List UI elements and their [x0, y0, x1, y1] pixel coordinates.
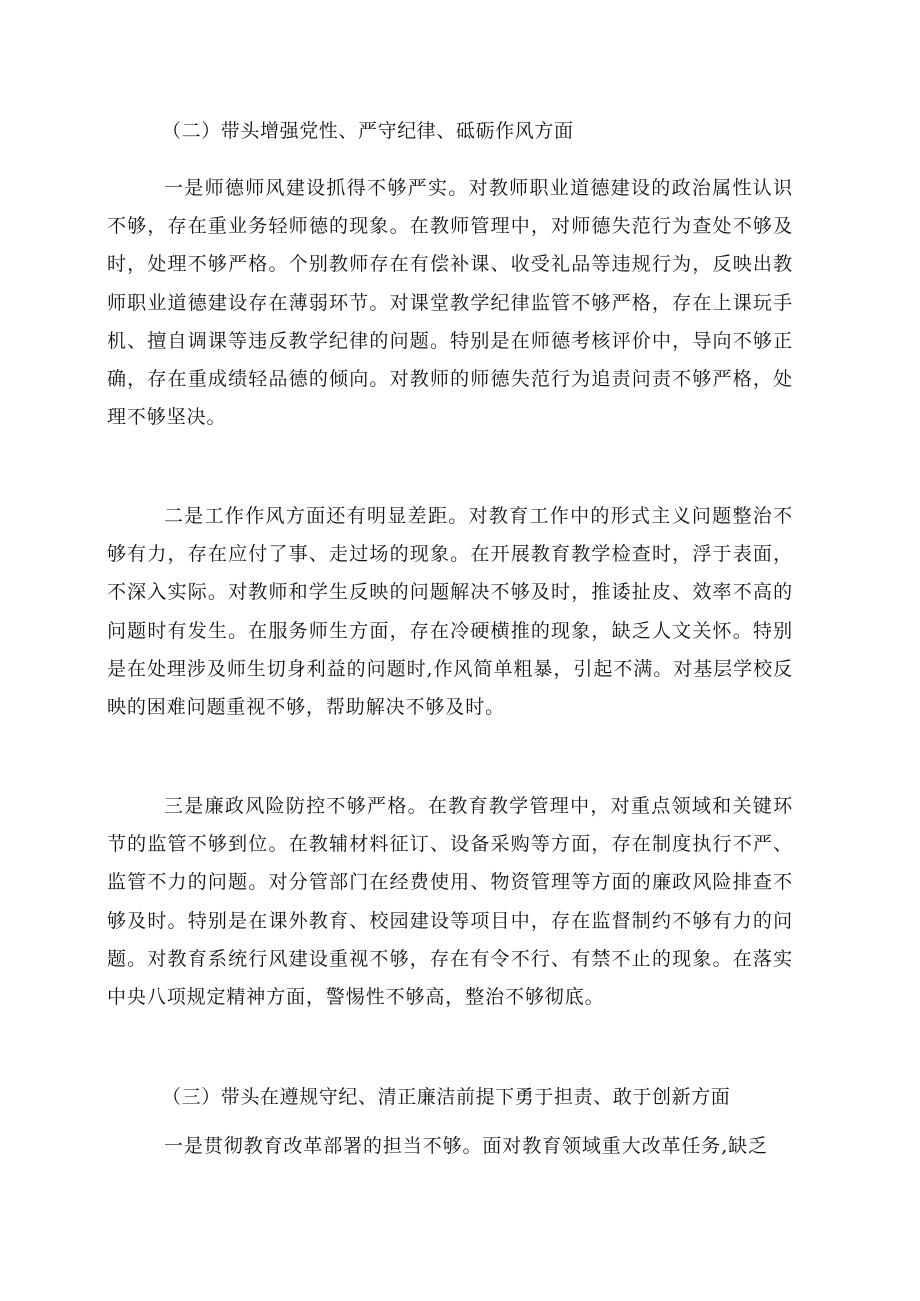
- paragraph-integrity-risk: 三是廉政风险防控不够严格。在教育教学管理中，对重点领域和关键环节的监管不够到位。在教辅材料征订、设备采购等方面，存在制度执行不严、监管不力的问题。对分管部门在经费使用、物资管理等方面的廉政风险排查不够及时。特别是在课外教育、校园建设等项目中，存在监督制约不够有力的问题。对教育系统行风建设重视不够，存在有令不行、有禁不止的现象。在落实中央八项规定精神方面，警惕性不够高，整治不够彻底。: [107, 795, 793, 1009]
- paragraph-work-style: 二是工作作风方面还有明显差距。对教育工作中的形式主义问题整治不够有力，存在应付了事、走过场的现象。在开展教育教学检查时，浮于表面，不深入实际。对教师和学生反映的问题解决不够及时，推诿扯皮、效率不高的问题时有发生。在服务师生方面，存在冷硬横推的现象，缺乏人文关怀。特别是在处理涉及师生切身利益的问题时,作风简单粗暴，引起不满。对基层学校反映的困难问题重视不够，帮助解决不够及时。: [107, 505, 793, 719]
- section-heading-2: （二）带头增强党性、严守纪律、砥砺作风方面: [162, 120, 574, 142]
- paragraph-reform-responsibility: 一是贯彻教育改革部署的担当不够。面对教育领域重大改革任务,缺乏: [164, 1135, 768, 1157]
- paragraph-teacher-ethics: 一是师德师风建设抓得不够严实。对教师职业道德建设的政治属性认识不够，存在重业务轻师德的现象。在教师管理中，对师德失范行为查处不够及时，处理不够严格。个别教师存在有偿补课、收受礼品等违规行为，反映出教师职业道德建设存在薄弱环节。对课堂教学纪律监管不够严格，存在上课玩手机、擅自调课等违反教学纪律的问题。特别是在师德考核评价中，导向不够正确，存在重成绩轻品德的倾向。对教师的师德失范行为追责问责不够严格，处理不够坚决。: [107, 177, 793, 429]
- section-heading-3: （三）带头在遵规守纪、清正廉洁前提下勇于担责、敢于创新方面: [162, 1086, 731, 1108]
